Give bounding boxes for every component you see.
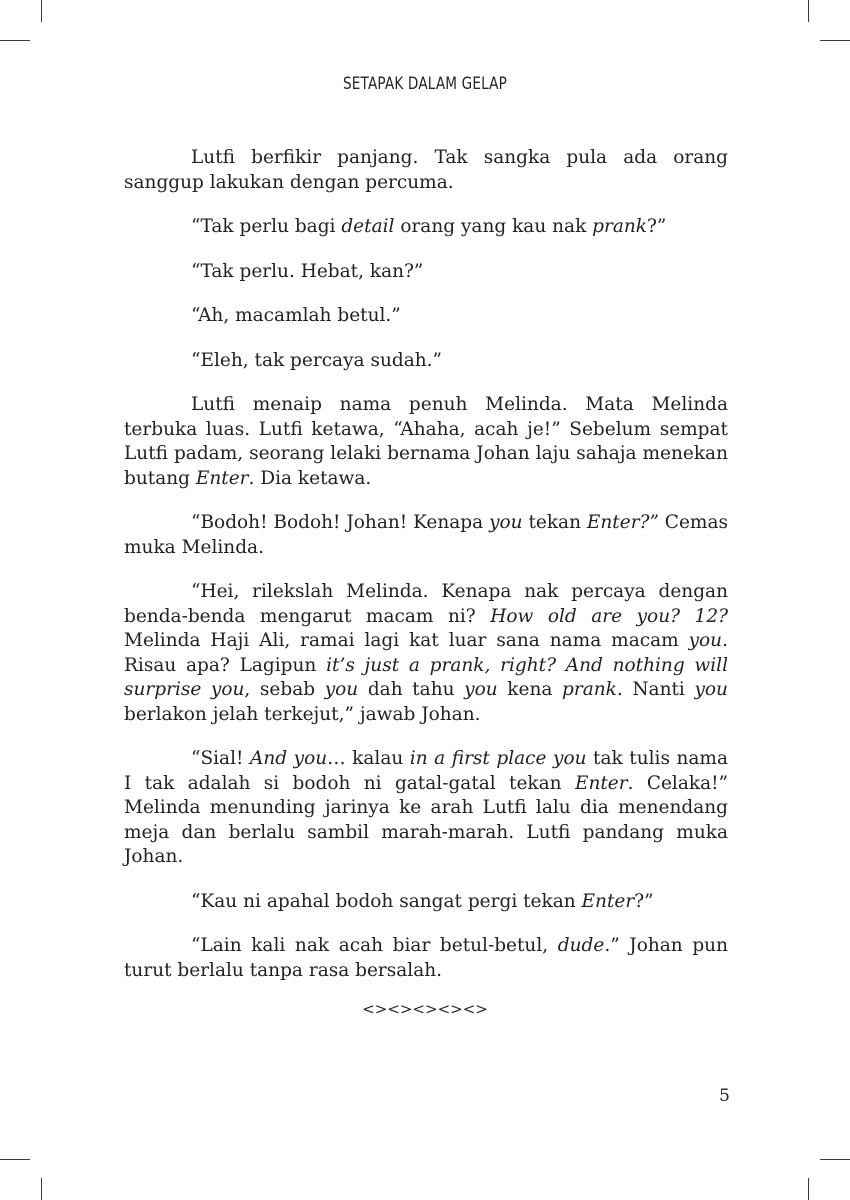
paragraph: “Hei, rilekslah Melinda. Kenapa nak percaya dengan benda-benda mengarut macam ni? How old are you? 12? Melinda Haji Ali, ramai lagi kat luar sana nama macam you. Risau apa? Lagipun it’s just a prank, right? And nothing will surprise you, sebab you dah tahu you kena prank. Nanti you berlakon jelah terkejut,” jawab Johan. [124,581,729,725]
paragraph: “Bodoh! Bodoh! Johan! Kenapa you tekan Enter?” Cemas muka Melinda. [124,512,728,558]
page-number: 5 [719,1086,730,1106]
paragraph: Lutfi berfikir panjang. Tak sangka pula ada orang sanggup lakukan dengan percuma. [124,147,728,193]
body-text [124,146,728,1003]
paragraph: “Kau ni apahal bodoh sangat pergi tekan Enter?” [191,890,654,912]
crop-mark-bottom-left [41,1178,42,1200]
crop-mark-bottom-right-h [820,1159,850,1160]
paragraph: “Tak perlu. Hebat, kan?” [191,260,424,282]
paragraph: “Ah, macamlah betul.” [191,305,401,326]
crop-mark-top-left [41,0,42,22]
crop-mark-top-right-h [820,40,850,41]
paragraph: “Lain kali nak acah biar betul-betul, dude.” Johan pun turut berlalu tanpa rasa bersalah. [124,935,729,981]
scene-separator: <><><><><> [362,1000,488,1018]
crop-mark-bottom-left-h [0,1159,30,1160]
paragraph: “Eleh, tak percaya sudah.” [191,349,442,371]
crop-mark-bottom-right [808,1178,809,1200]
paragraph: Lutfi menaip nama penuh Melinda. Mata Melinda terbuka luas. Lutfi ketawa, “Ahaha, acah je!” Sebelum sempat Lutfi padam, seorang lelaki bernama Johan laju sahaja menekan butang Enter. Dia ketawa. [124,394,728,489]
crop-mark-top-left-h [0,40,30,41]
paragraph: “Sial! And you… kalau in a first place you tak tulis nama I tak adalah si bodoh ni gatal-gatal tekan Enter. Celaka!” Melinda menunding jarinya ke arah Lutfi lalu dia menendang meja dan berlalu sambil marah-marah. Lutfi pandang muka Johan. [124,748,729,867]
paragraph: “Tak perlu bagi detail orang yang kau nak prank?” [191,216,667,237]
running-head: SETAPAK DALAM GELAP [342,74,507,94]
crop-mark-top-right [808,0,809,22]
